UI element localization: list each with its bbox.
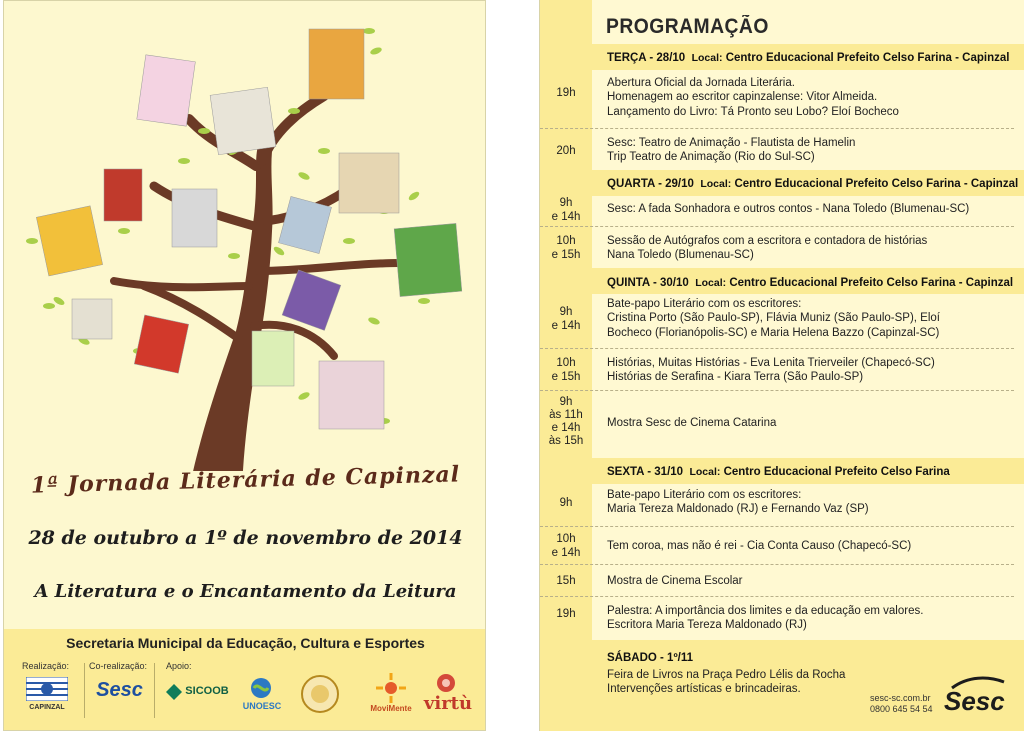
local-label: Local:: [695, 277, 727, 289]
day-name: SEXTA - 31/10: [607, 466, 684, 478]
event-time: 9h: [559, 497, 573, 509]
event-time: 15h: [556, 575, 576, 587]
row-divider: [540, 348, 1014, 349]
poster: [3, 0, 486, 731]
event-time: 9h e 14h: [551, 306, 581, 332]
unoesc-logo: UNOESC: [242, 701, 282, 711]
label-apoio: Apoio:: [166, 661, 192, 671]
event-time: 19h: [556, 87, 576, 99]
event-dates: 28 de outubro a 1º de novembro de 2014: [28, 527, 463, 549]
row-divider: [540, 596, 1014, 597]
event-description: Bate-papo Literário com os escritores: Maria Tereza Maldonado (RJ) e Fernando Vaz (SP): [607, 489, 869, 516]
day-line-quinta: [607, 277, 1013, 289]
event-time: 9h e 14h: [551, 197, 581, 223]
sponsor-band: [4, 629, 486, 731]
day-local: Centro Educacional Prefeito Celso Farina - Capinzal: [734, 178, 1019, 190]
event-time: 10h e 15h: [551, 357, 581, 383]
event-title: 1ª Jornada Literária de Capinzal: [30, 461, 461, 499]
row-divider: [540, 128, 1014, 129]
capinzal-flag-icon: [26, 677, 68, 701]
event-description: Bate-papo Literário com os escritores: Cristina Porto (São Paulo-SP), Flávia Muniz (São Paulo-SP), Eloí Bocheco (Florianópolis-SC) e Maria Helena Bazzo (Capinzal-SC): [607, 298, 940, 339]
capinzal-logo: CAPINZAL: [29, 704, 65, 711]
row-divider: [540, 226, 1014, 227]
event-time: 20h: [556, 145, 576, 157]
day-local: Centro Educacional Prefeito Celso Farina - Capinzal: [725, 52, 1010, 64]
label-realizacao: Realização:: [22, 661, 70, 671]
event-description: Mostra de Cinema Escolar: [607, 575, 743, 587]
event-time: 10h e 15h: [551, 235, 581, 261]
event-time: 10h e 14h: [551, 533, 581, 559]
label-corealizacao: Co-realização:: [89, 661, 148, 671]
local-label: Local:: [691, 52, 723, 64]
row-divider: [540, 390, 1014, 391]
movimente-icon: [376, 673, 406, 703]
event-time: 9h às 11h e 14h às 15h: [548, 396, 584, 447]
program-heading: PROGRAMAÇÃO: [606, 15, 769, 38]
divider: [84, 663, 85, 718]
day-line-sexta: [607, 466, 950, 478]
event-description: Tem coroa, mas não é rei - Cia Conta Causo (Chapecó-SC): [607, 540, 912, 552]
event-tagline: A Literatura e o Encantamento da Leitura: [34, 581, 457, 602]
tree-illustration: [4, 1, 486, 471]
event-description: Sesc: Teatro de Animação - Flautista de Hamelin Trip Teatro de Animação (Rio do Sul-SC): [607, 137, 856, 164]
row-divider: [540, 526, 1014, 527]
footer-phone: 0800 645 54 54: [870, 704, 933, 714]
footer-site: sesc-sc.com.br: [870, 693, 931, 703]
day-line-quarta: [607, 178, 1018, 190]
day-name: SÁBADO - 1º/11: [607, 652, 694, 664]
day-line-terca: [607, 52, 1009, 64]
movimente-logo: MoviMente: [370, 704, 412, 713]
event-time: 19h: [556, 608, 576, 620]
event-description: Histórias, Muitas Histórias - Eva Lenita Trierveiler (Chapecó-SC) Histórias de Serafina - Kiara Terra (São Paulo-SP): [607, 357, 935, 384]
day-name: TERÇA - 28/10: [607, 52, 686, 64]
secretaria-heading: Secretaria Municipal da Educação, Cultura e Esportes: [66, 635, 425, 651]
day-line-sabado: [607, 652, 693, 664]
day-local: Centro Educacional Prefeito Celso Farina - Capinzal: [729, 277, 1014, 289]
event-description: Mostra Sesc de Cinema Catarina: [607, 417, 777, 429]
day-name: QUARTA - 29/10: [607, 178, 694, 190]
sesc-logo: Sesc: [96, 679, 143, 701]
event-description: Abertura Oficial da Jornada Literária. Homenagem ao escritor capinzalense: Vitor Almeida. Lançamento do Livro: Tá Pronto seu Lobo? Eloí Bocheco: [607, 77, 899, 118]
row-divider: [540, 564, 1014, 565]
sicoob-logo: SICOOB: [185, 685, 229, 697]
event-description: Palestra: A importância dos limites e da educação em valores. Escritora Maria Tereza Maldonado (RJ): [607, 605, 924, 632]
event-description: Sessão de Autógrafos com a escritora e contadora de histórias Nana Toledo (Blumenau-SC): [607, 235, 928, 262]
local-label: Local:: [700, 178, 732, 190]
sesc-brand: Sesc: [944, 686, 1005, 716]
day-name: QUINTA - 30/10: [607, 277, 689, 289]
seal-icon: [300, 674, 340, 714]
unoesc-icon: [250, 677, 272, 699]
virtu-logo: virtù: [423, 693, 473, 714]
event-description: Sesc: A fada Sonhadora e outros contos - Nana Toledo (Blumenau-SC): [607, 203, 970, 215]
divider: [154, 663, 155, 718]
program-panel: [539, 0, 1024, 731]
day-local: Centro Educacional Prefeito Celso Farina: [723, 466, 950, 478]
local-label: Local:: [689, 466, 721, 478]
sicoob-icon: [166, 684, 182, 700]
event-description: Feira de Livros na Praça Pedro Lélis da Rocha Intervenções artísticas e brincadeiras.: [607, 669, 846, 696]
virtu-icon: [436, 673, 456, 693]
